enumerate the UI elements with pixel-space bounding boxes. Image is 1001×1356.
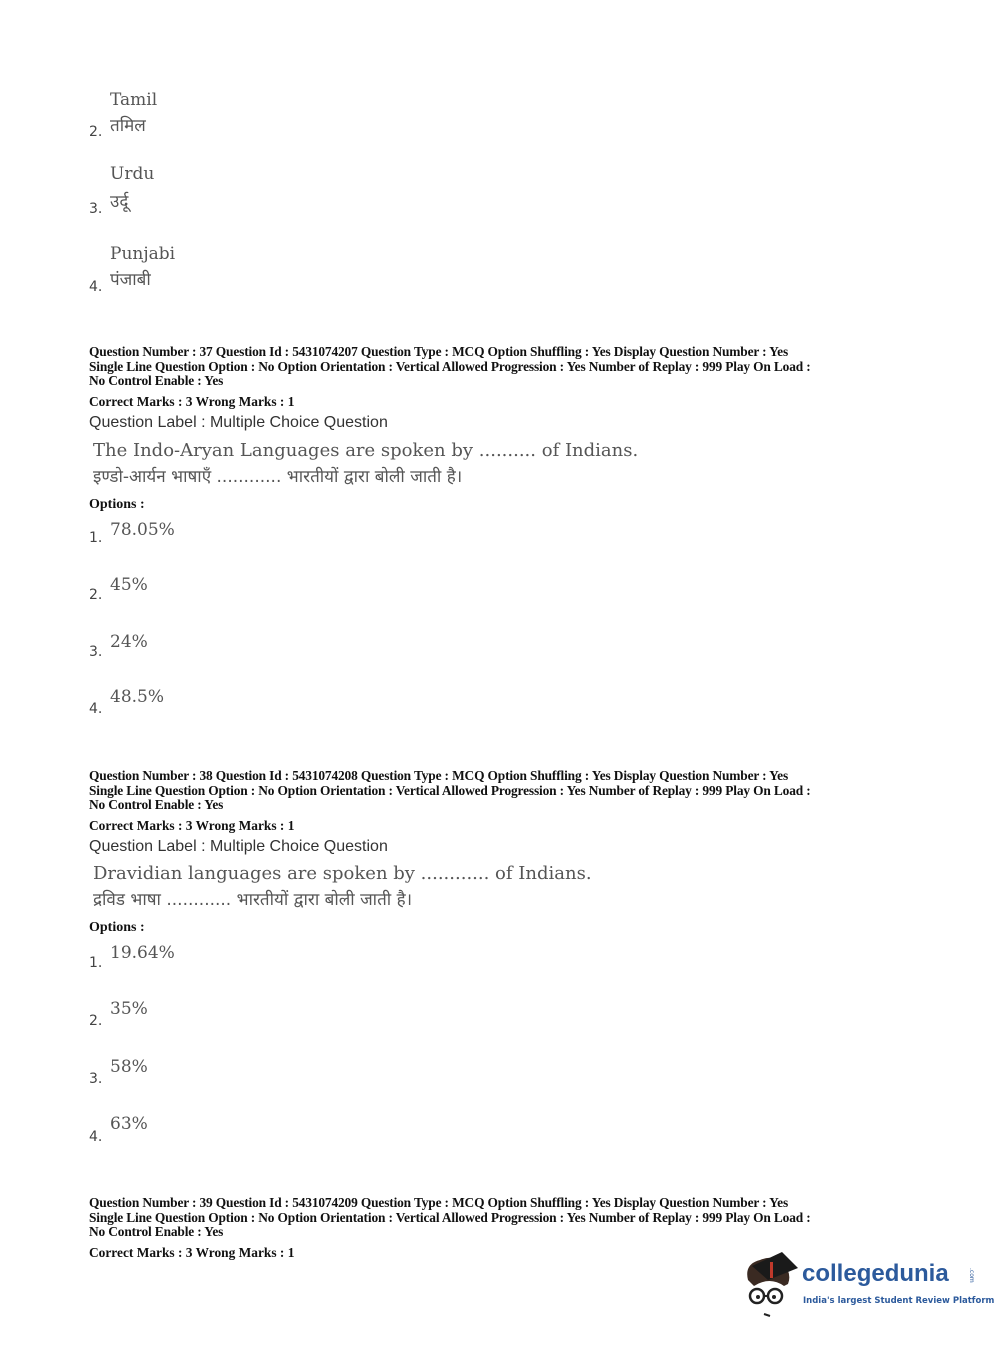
option-text: 48.5% <box>110 687 165 707</box>
option-number: 1. <box>89 955 103 971</box>
option-number: 2. <box>89 1013 103 1029</box>
option-text: 45% <box>110 575 148 595</box>
collegedunia-logo <box>740 1250 995 1320</box>
meta-line: Single Line Question Option : No Option Orientation : Vertical Allowed Progression : Yes Number of Replay : 999 Play On Load : <box>89 1209 811 1225</box>
option-number: 2. <box>89 124 103 140</box>
meta-line: Question Number : 37 Question Id : 5431074207 Question Type : MCQ Option Shuffling : Yes Display Question Number : Yes <box>89 344 789 359</box>
option-text: 24% <box>110 632 148 652</box>
option-number: 4. <box>89 1129 103 1145</box>
question-text-en: The Indo-Aryan Languages are spoken by .......... of Indians. <box>93 440 639 461</box>
option-text: 63% <box>110 1114 148 1134</box>
question-meta <box>89 345 811 389</box>
meta-line: Question Number : 39 Question Id : 5431074209 Question Type : MCQ Option Shuffling : Yes Display Question Number : Yes <box>89 1195 789 1210</box>
option-text-en: Urdu <box>110 164 155 184</box>
question-meta <box>89 769 811 813</box>
option-text-en: Tamil <box>110 90 158 110</box>
meta-line: No Control Enable : Yes <box>89 1224 224 1239</box>
option-text: 19.64% <box>110 943 175 963</box>
question-text-hi: द्रविड भाषा ............ भारतीयों द्वारा बोली जाती है। <box>93 890 413 910</box>
option-text-en: Punjabi <box>110 244 176 264</box>
option-text: 78.05% <box>110 520 175 540</box>
mascot-icon <box>740 1250 802 1320</box>
options-label: Options : <box>89 920 145 935</box>
option-text-hi: उर्दू <box>110 192 129 212</box>
meta-line: No Control Enable : Yes <box>89 797 224 812</box>
options-label: Options : <box>89 497 145 512</box>
option-text-hi: पंजाबी <box>110 270 151 290</box>
option-text: 58% <box>110 1057 148 1077</box>
option-number: 3. <box>89 1071 103 1087</box>
meta-line: Single Line Question Option : No Option Orientation : Vertical Allowed Progression : Yes Number of Replay : 999 Play On Load : <box>89 358 811 374</box>
option-number: 3. <box>89 201 103 217</box>
question-text-en: Dravidian languages are spoken by ............ of Indians. <box>93 863 592 884</box>
brand-suffix: .com <box>968 1268 975 1283</box>
marks: Correct Marks : 3 Wrong Marks : 1 <box>89 818 295 833</box>
question-label: Question Label : Multiple Choice Question <box>89 838 388 855</box>
marks: Correct Marks : 3 Wrong Marks : 1 <box>89 1245 295 1260</box>
option-text-hi: तमिल <box>110 116 146 136</box>
question-text-hi: इण्डो-आर्यन भाषाएँ ............ भारतीयों द्वारा बोली जाती है। <box>93 467 463 487</box>
brand-tagline: India's largest Student Review Platform <box>803 1296 995 1306</box>
option-number: 3. <box>89 644 103 660</box>
meta-line: Single Line Question Option : No Option Orientation : Vertical Allowed Progression : Yes Number of Replay : 999 Play On Load : <box>89 782 811 798</box>
option-text: 35% <box>110 999 148 1019</box>
meta-line: Question Number : 38 Question Id : 5431074208 Question Type : MCQ Option Shuffling : Yes Display Question Number : Yes <box>89 768 789 783</box>
marks: Correct Marks : 3 Wrong Marks : 1 <box>89 394 295 409</box>
option-number: 4. <box>89 701 103 717</box>
option-number: 2. <box>89 587 103 603</box>
option-number: 1. <box>89 530 103 546</box>
question-label: Question Label : Multiple Choice Question <box>89 414 388 431</box>
option-number: 4. <box>89 279 103 295</box>
meta-line: No Control Enable : Yes <box>89 373 224 388</box>
question-meta <box>89 1196 811 1240</box>
brand-name: collegedunia <box>802 1260 949 1287</box>
